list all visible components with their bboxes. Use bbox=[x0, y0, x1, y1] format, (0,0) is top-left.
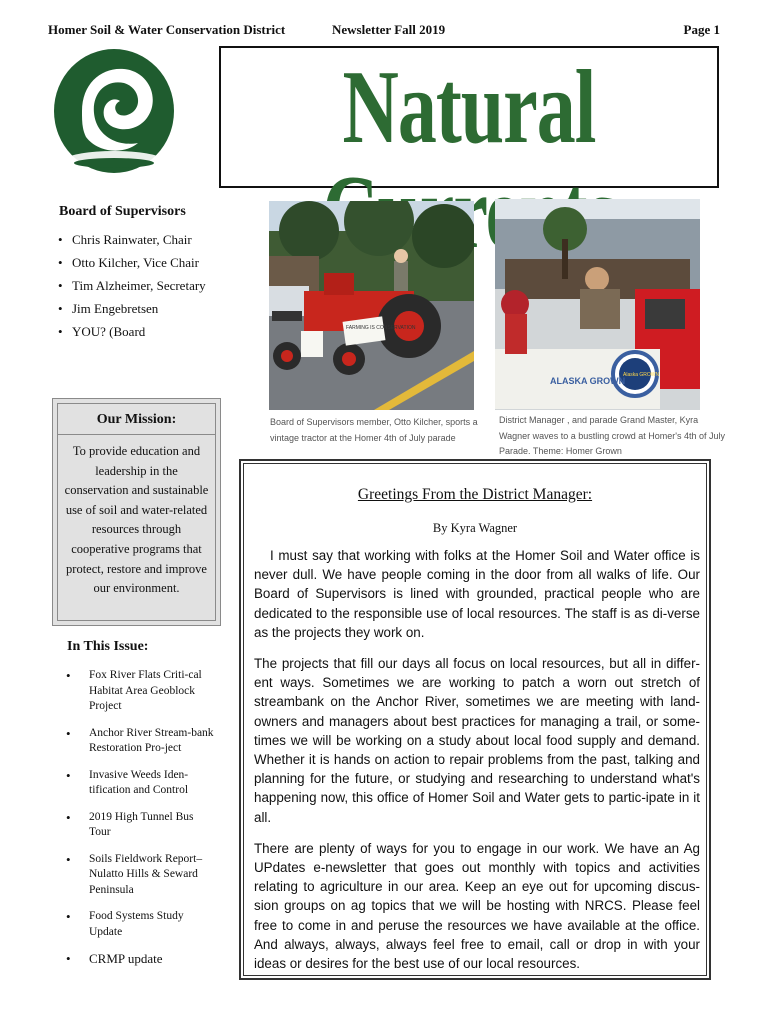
issue-item: • Invasive Weeds Iden-tification and Control bbox=[66, 768, 216, 799]
board-title: Board of Supervisors bbox=[59, 204, 186, 219]
mission-text: To provide education and leadership in the conservation and sustainable use of soil and water-related resources through cooperative programs that protect, restore and improve our environment. bbox=[64, 444, 209, 596]
header-page-number: Page 1 bbox=[683, 22, 720, 37]
photo-caption-parade: District Manager , and parade Grand Master, Kyra Wagner waves to a bustling crowd at Homer's 4th of July Parade. Theme: Homer Grown bbox=[499, 415, 725, 456]
issue-item: • 2019 High Tunnel Bus Tour bbox=[66, 810, 216, 841]
float-sign-text: ALASKA GROWN bbox=[550, 376, 626, 386]
article-body bbox=[254, 546, 700, 985]
mission-box bbox=[52, 398, 221, 626]
board-member: • Chris Rainwater, Chair bbox=[58, 232, 218, 248]
article-paragraph: There are plenty of ways for you to engage in our work. We have an Ag UPdates e-newsletter that goes out monthly with topics and activities relating to agriculture in our area. Keep an eye out for upcoming discus-sion groups on ag topics that we will be hosting with NRCS. Please feel free to come in and peruse the resources we have available at the office. And always, always, always feel free to email, call or drop in with your ideas or desires for the best use of our local resources. bbox=[254, 840, 700, 972]
header-org-name: Homer Soil & Water Conservation District bbox=[48, 22, 286, 37]
issue-list bbox=[66, 668, 216, 978]
masthead bbox=[219, 46, 719, 188]
issue-item: • Soils Fieldwork Report– Nulatto Hills & Seward Peninsula bbox=[66, 852, 216, 899]
badge-text: Alaska GROWN bbox=[623, 372, 660, 378]
board-member: • Otto Kilcher, Vice Chair bbox=[58, 255, 218, 271]
issue-item: • Food Systems Study Update bbox=[66, 909, 216, 940]
issue-title: In This Issue: bbox=[67, 639, 149, 654]
district-logo-icon bbox=[52, 47, 176, 175]
tractor-sign-text: FARMING IS CONSERVATION bbox=[346, 325, 416, 331]
photo-parade-float bbox=[495, 199, 700, 410]
issue-item: • Anchor River Stream-bank Restoration Pro-ject bbox=[66, 726, 216, 757]
article-byline: By Kyra Wagner bbox=[432, 521, 518, 535]
photo-caption-tractor: Board of Supervisors member, Otto Kilcher, sports a vintage tractor at the Homer 4th of July parade bbox=[270, 417, 478, 443]
board-member-list bbox=[58, 232, 218, 347]
article-paragraph: I must say that working with folks at the Homer Soil and Water office is never dull. We have people coming in the door from all walks of life. Our Board of Supervisors is lined with grounded, practical people who are dedicated to the responsible use of local resources. The staff is as di-verse as the projects they work on. bbox=[254, 548, 700, 640]
board-member: • Tim Alzheimer, Secretary bbox=[58, 278, 218, 294]
mission-divider bbox=[58, 434, 215, 435]
article-title: Greetings From the District Manager: bbox=[357, 486, 593, 503]
article-box bbox=[243, 463, 707, 976]
masthead-title: Natural bbox=[342, 47, 596, 165]
issue-item: • Fox River Flats Criti-cal Habitat Area Geoblock Project bbox=[66, 668, 216, 715]
photo-tractor bbox=[269, 201, 474, 410]
issue-item: • CRMP update bbox=[66, 951, 216, 967]
board-member: • Jim Engebretsen bbox=[58, 301, 218, 317]
header-issue: Newsletter Fall 2019 bbox=[332, 22, 446, 37]
article-paragraph: The projects that fill our days all focus on local resources, but all in differ-ent ways. Sometimes we are working to patch a worn out stretch of streambank on the Anchor River, sometimes we are meeting with land-owners and managers about best practices for managing a trail, or some-times we will be working on a study about local food supply and demand. Whether it is hands on action to repair problems from the past, talking and planning for the future, or studying and researching to understand what's happening now, this office of Homer Soil and Water gets to partic-ipate in it all. bbox=[254, 656, 700, 825]
mission-title: Our Mission: bbox=[96, 412, 177, 427]
board-member: • YOU? (Board bbox=[58, 324, 218, 340]
